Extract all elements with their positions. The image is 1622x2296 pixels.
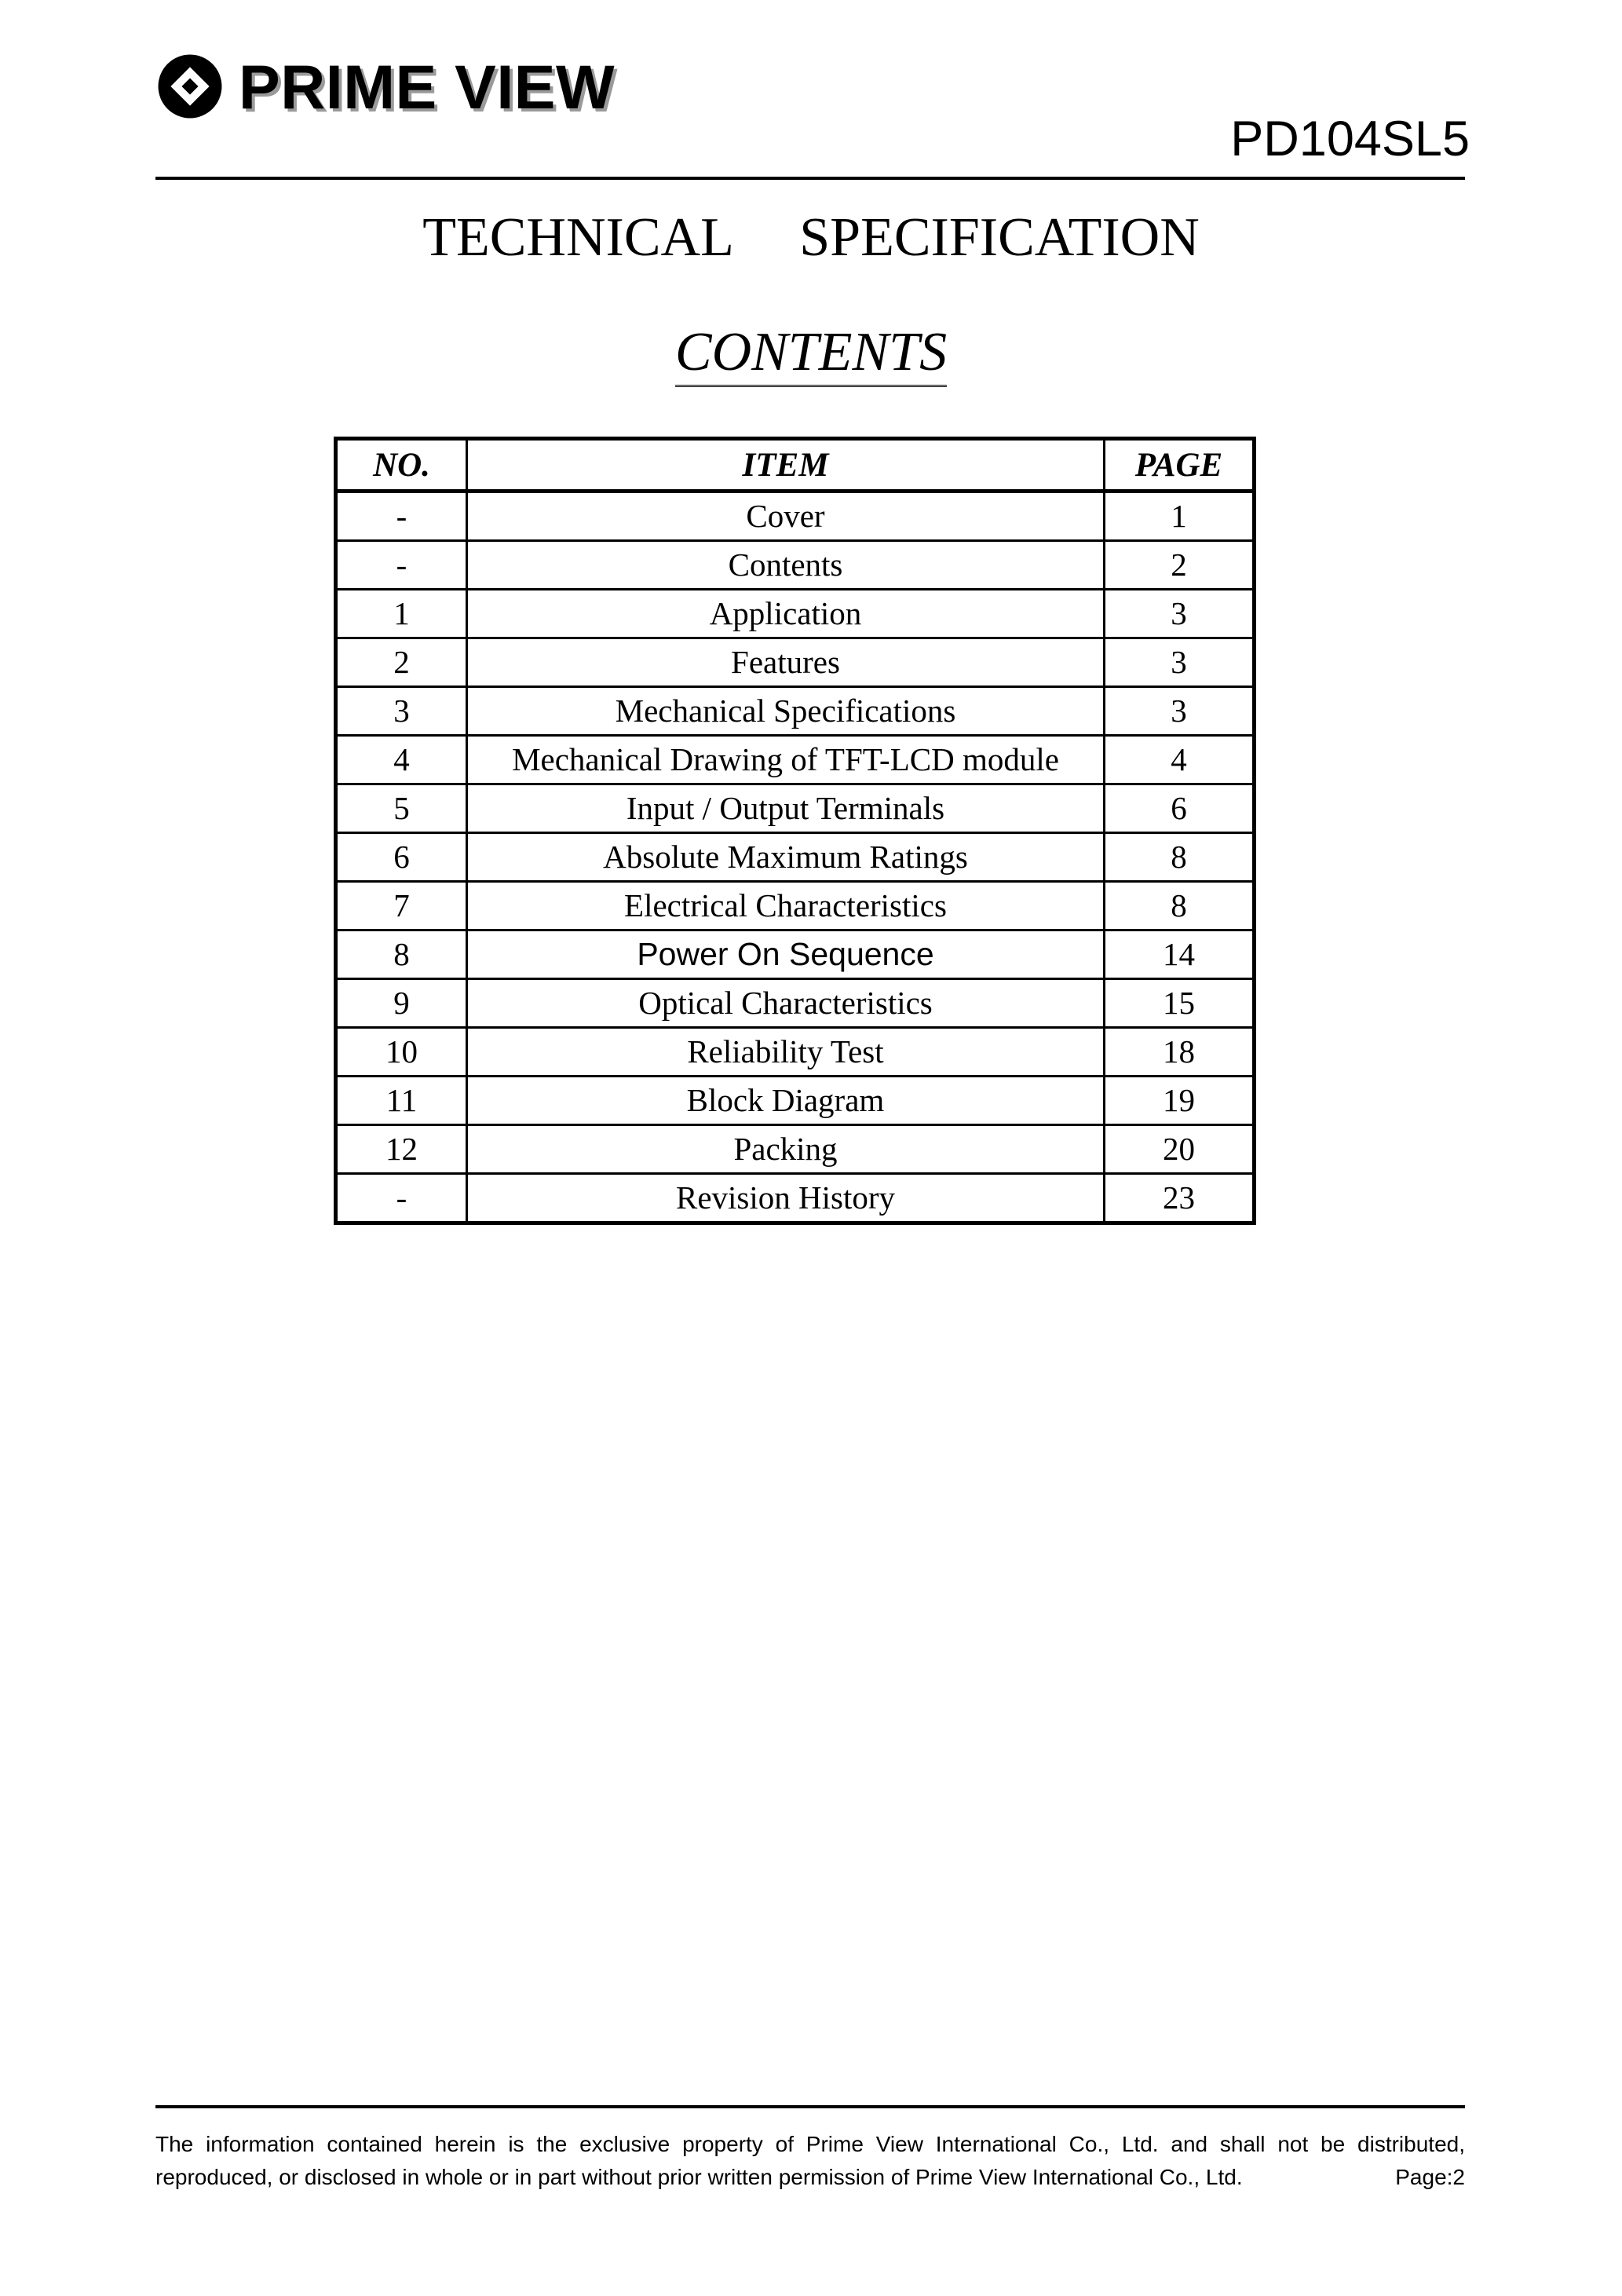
row-item: Optical Characteristics [467,979,1105,1028]
row-page: 3 [1105,687,1255,736]
row-item: Cover [467,492,1105,541]
row-no: - [336,492,467,541]
table-row [336,1174,1255,1223]
row-no: 5 [336,784,467,833]
table-row [336,492,1255,541]
table-row [336,638,1255,687]
company-logo [155,49,615,124]
row-no: 3 [336,687,467,736]
row-item: Absolute Maximum Ratings [467,833,1105,882]
row-item: Contents [467,541,1105,590]
table-row [336,541,1255,590]
row-no: 11 [336,1077,467,1125]
row-item: Electrical Characteristics [467,882,1105,930]
table-row [336,833,1255,882]
column-header-item: ITEM [467,439,1105,492]
row-page: 18 [1105,1028,1255,1077]
column-header-page: PAGE [1105,439,1255,492]
row-item: Block Diagram [467,1077,1105,1125]
row-page: 3 [1105,590,1255,638]
contents-heading-text: CONTENTS [675,322,947,387]
table-row [336,1028,1255,1077]
table-row [336,1077,1255,1125]
row-item: Reliability Test [467,1028,1105,1077]
row-item: Mechanical Specifications [467,687,1105,736]
row-no: 10 [336,1028,467,1077]
row-page: 20 [1105,1125,1255,1174]
page-number: Page:2 [1395,2165,1465,2189]
table-row [336,687,1255,736]
footer [155,2128,1465,2194]
row-no: 12 [336,1125,467,1174]
row-no: 9 [336,979,467,1028]
table-row [336,882,1255,930]
row-no: 2 [336,638,467,687]
row-page: 3 [1105,638,1255,687]
row-no: 8 [336,930,467,979]
row-no: 6 [336,833,467,882]
row-no: 1 [336,590,467,638]
table-header-row [336,439,1255,492]
page-title: TECHNICAL SPECIFICATION [422,207,1200,268]
row-page: 8 [1105,833,1255,882]
table-row [336,979,1255,1028]
contents-heading [0,322,1622,382]
row-page: 6 [1105,784,1255,833]
row-page: 19 [1105,1077,1255,1125]
row-item: Revision History [467,1174,1105,1223]
row-item: Application [467,590,1105,638]
row-no: 7 [336,882,467,930]
logo-text: PRIME VIEW [239,51,616,122]
row-item: Mechanical Drawing of TFT-LCD module [467,736,1105,784]
table-row [336,1125,1255,1174]
diamond-in-circle-icon [155,52,225,121]
table-row [336,930,1255,979]
row-item: Features [467,638,1105,687]
header-divider [155,177,1465,180]
row-page: 4 [1105,736,1255,784]
row-item: Power On Sequence [467,930,1105,979]
row-no: 4 [336,736,467,784]
row-page: 14 [1105,930,1255,979]
row-page: 23 [1105,1174,1255,1223]
row-no: - [336,1174,467,1223]
row-no: - [336,541,467,590]
contents-table [334,437,1256,1225]
row-item: Packing [467,1125,1105,1174]
document-code: PD104SL5 [1230,112,1470,166]
column-header-no: NO. [336,439,467,492]
row-page: 15 [1105,979,1255,1028]
row-page: 2 [1105,541,1255,590]
table-row [336,736,1255,784]
row-item: Input / Output Terminals [467,784,1105,833]
footer-notice: The information contained herein is the exclusive property of Prime View International Co., Ltd. and shall not be distributed, reproduced, or disclosed in whole or in part without prior written permission of Prime View International Co., Ltd. [155,2132,1465,2189]
table-row [336,784,1255,833]
table-row [336,590,1255,638]
row-page: 1 [1105,492,1255,541]
footer-divider [155,2105,1465,2108]
row-page: 8 [1105,882,1255,930]
